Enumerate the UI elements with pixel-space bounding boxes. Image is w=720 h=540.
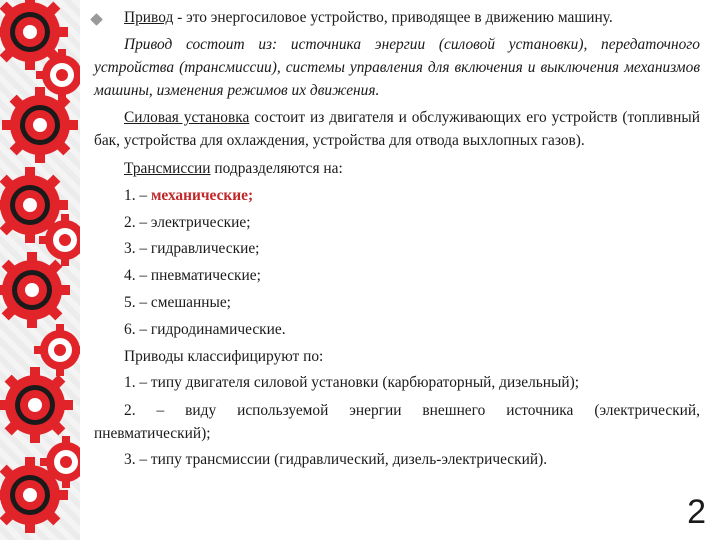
gear-icon xyxy=(0,252,70,328)
list-item: 3. – гидравлические; xyxy=(124,240,260,258)
list-item: 6. – гидродинамические. xyxy=(124,320,286,338)
slide-body xyxy=(94,6,700,474)
gear-decoration-strip xyxy=(0,0,80,540)
intro-paragraph xyxy=(94,6,700,29)
gear-icon xyxy=(2,87,78,163)
power-unit-text: состоит из двигателя и обслуживающих его устройств (топливный бак, устройства для охлаждения, устройства для отвода выхлопных газов). xyxy=(94,109,700,149)
composition-paragraph: Привод состоит из: источника энергии (силовой установки), передаточного устройства (трансмиссии), системы управления для включения и выключения механизмов машины, изменения режимов их движения. xyxy=(94,36,700,99)
list-item: 2. – виду используемой энергии внешнего источника (электрический, пневматический); xyxy=(94,402,700,443)
list-item: 3. – типу трансмиссии (гидравлический, дизель-электрический). xyxy=(124,451,548,469)
power-unit-paragraph xyxy=(94,106,700,152)
list-item-highlight: механические; xyxy=(150,186,254,204)
list-item xyxy=(94,183,700,210)
list-item-prefix: 1. – xyxy=(124,186,151,204)
list-item: 5. – смешанные; xyxy=(124,293,231,311)
list-item: 1. – типу двигателя силовой установки (карбюраторный, дизельный); xyxy=(124,374,579,392)
term-power-unit: Силовая установка xyxy=(124,109,250,126)
term-privod: Привод xyxy=(124,9,174,26)
page-number: 2 xyxy=(687,493,706,531)
transmissions-heading xyxy=(94,156,700,183)
classification-heading: Приводы классифицируют по: xyxy=(124,347,324,365)
list-item: 4. – пневматические; xyxy=(124,267,261,285)
intro-definition: - это энергосиловое устройство, приводящее в движению машину. xyxy=(173,9,613,26)
transmissions-heading-rest: подразделяются на: xyxy=(210,160,343,177)
list-item: 2. – электрические; xyxy=(124,213,251,231)
gear-icon xyxy=(0,367,73,443)
gear-icon xyxy=(34,324,80,376)
gear-icon-column xyxy=(0,0,80,540)
term-transmissions: Трансмиссии xyxy=(124,160,211,177)
